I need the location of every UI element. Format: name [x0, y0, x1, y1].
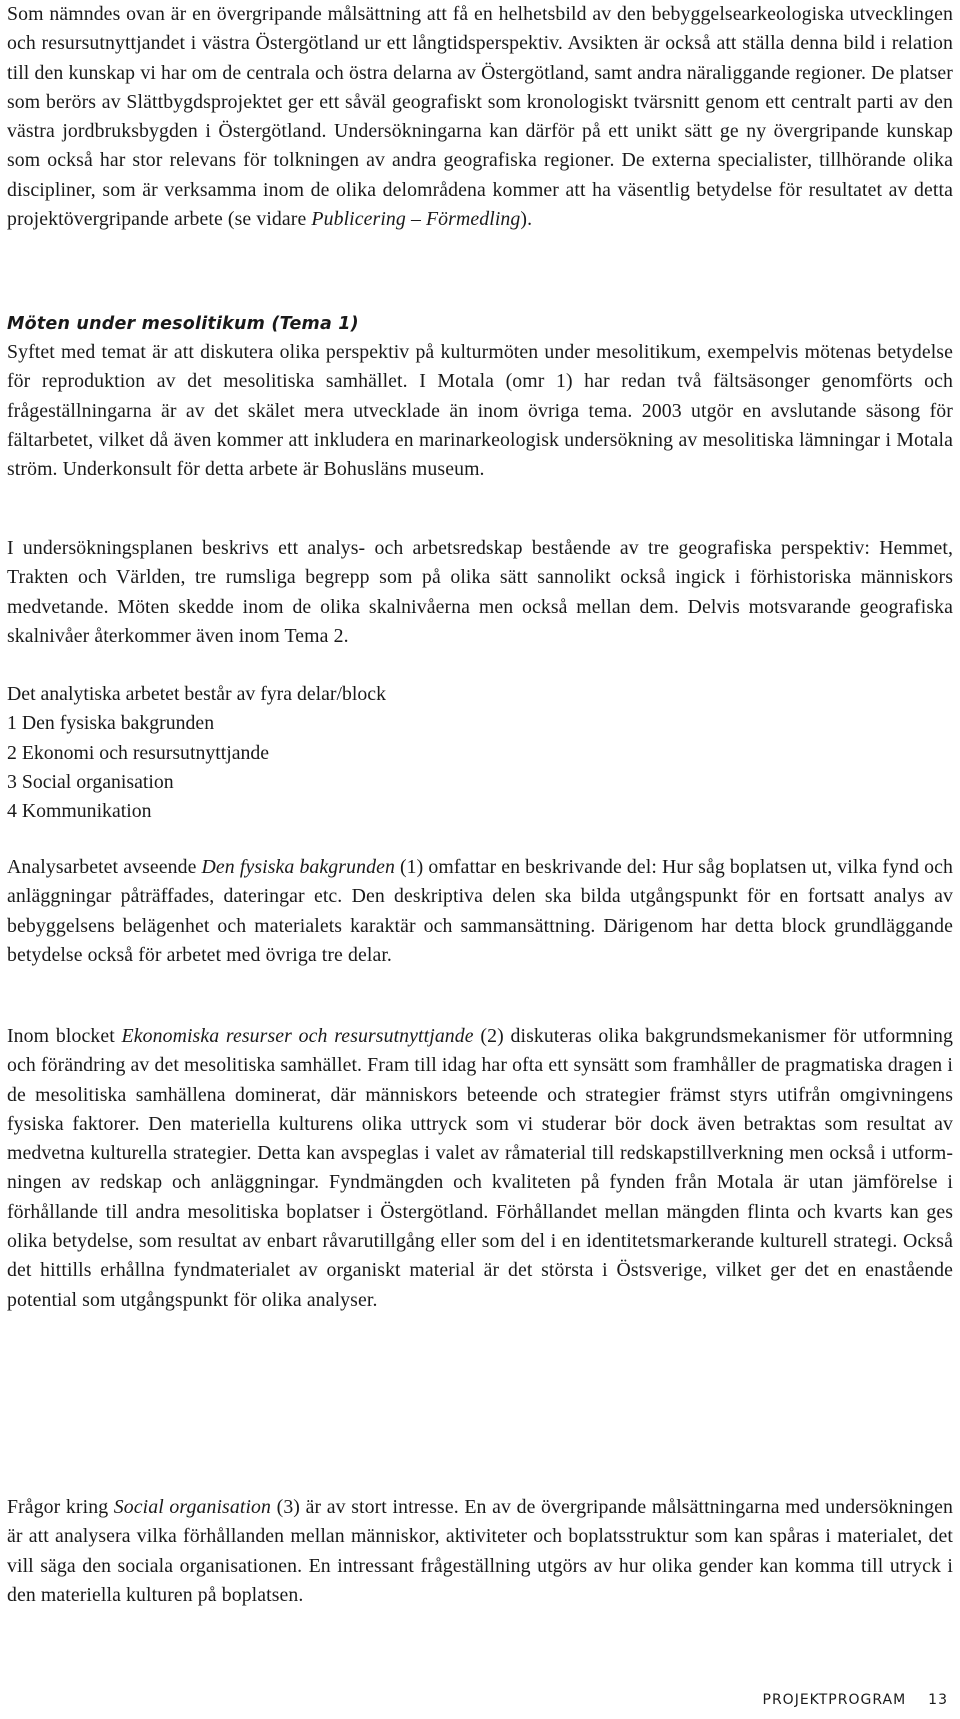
emphasis-term: Ekonomiska resurser och resursutnyttjande: [121, 1025, 474, 1047]
paragraph-text: Frågor kring: [7, 1496, 114, 1518]
footer-label: PROJEKTPROGRAM: [762, 1692, 907, 1708]
paragraph-text: Som nämndes ovan är en övergripande målsättning att få en helhetsbild av den bebyggelsearkeologiska utvecklingen och resursutnyttjandet i västra Östergötland ur ett långtidsperspektiv. Avsikten är också att ställa denna bild i relation till den kunskap vi har om de centrala och östra delarna av Östergötland, samt andra näraliggande regioner. De platser som berörs av Slättbygdsprojektet ger ett såväl geografiskt som kronologiskt tvärsnitt genom ett centralt parti av den västra jordbruksbygden i Östergötland. Undersökningarna kan därför på ett unikt sätt ge ny övergripande kunskap som också har stor relevans för tolkningen av andra geografiska regioner. De externa specialister, tillhörande olika discipliner, som är verksamma inom de olika delområdena kommer att ha väsentlig betydelse för resultatet av detta projektövergripande arbete (se vidare: [7, 3, 953, 231]
paragraph-text: (2) diskuteras olika bakgrundsmekanismer för utformning och förändring av det mesolitiska samhället. Fram till idag har ofta ett synsätt som framhåller de pragmatiska dragen i de mesolitiska samhällena dominerat, där människors beteende och strategier främst styrs utifrån omgivningens fysiska faktorer. Den materiella kulturens olika uttryck som vi studerar bör dock även betraktas som resultat av medvetna kulturella strategier. Detta kan avspeglas i valet av råmaterial till redskapstillverkning men också i utformningen av redskap och anläggningar. Fyndmängden och kvaliteten på fynden från Motala är utan jämförelse i förhållande till andra mesolitiska boplatser i Östergötland. Förhållandet mellan mängden flinta och kvarts kan ges olika betydelse, som resultat av enbart råvarutillgång eller som del i en identitetsmarkerande kulturell strategi. Också det hittills erhållna fyndmaterialet av organiskt material är det största i Östsverige, vilket ger det en enastående potential som utgångspunkt för olika analyser.: [7, 1025, 953, 1311]
emphasis-term: Den fysiska bakgrunden: [201, 856, 395, 878]
paragraph-text: Inom blocket: [7, 1025, 122, 1047]
paragraph-text: (1) omfattar en beskrivande del: Hur såg boplatsen ut, vilka fynd och anläggningar påträffades, dateringar etc. Den deskriptiva delen ska bilda utgångspunkt för en fortsatt analys av bebyggelsens belägenhet och materialets karaktär och sammansättning. Därigenom har detta block grundläggande betydelse också för arbetet med övriga tre delar.: [7, 856, 953, 966]
paragraph-text: (3) är av stort intresse. En av de övergripande målsättningarna med undersökningen är att analysera vilka förhållanden mellan människor, aktiviteter och boplatsstruktur som kan spåras i materialet, det vill säga den sociala organisationen. En intressant frågeställning utgörs av hur olika gender kan komma till utryck i den materiella kulturen på boplatsen.: [7, 1496, 953, 1606]
section-heading: Möten under mesolitikum (Tema 1): [7, 314, 359, 334]
list-intro: Det analytiska arbetet består av fyra delar/block: [7, 683, 386, 705]
paragraph-text: Analysarbetet avseende: [7, 856, 202, 878]
paragraph-economic-resources: [7, 1022, 953, 1315]
analysis-block-list: [7, 680, 386, 826]
list-item: 3 Social organisation: [7, 770, 174, 793]
paragraph-social-organisation: [7, 1493, 953, 1610]
list-item: 2 Ekonomi och resursutnyttjande: [7, 741, 270, 764]
list-item: 1 Den fysiska bakgrunden: [7, 712, 215, 735]
page-footer: [763, 1692, 949, 1708]
page-number: 13: [928, 1692, 948, 1708]
paragraph-perspectives: I undersökningsplanen beskrivs ett analys- och arbetsredskap bestående av tre geografiska perspektiv: Hemmet, Trakten och Världen, tre rumsliga begrepp som på olika sätt sannolikt också ingick i förhistoriska människors medvetande. Möten skedde inom de olika skalnivåerna men också mellan dem. Delvis motsvarande geografiska skalnivåer återkommer även inom Tema 2.: [7, 537, 953, 647]
paragraph-text: ).: [520, 208, 533, 231]
list-item: 4 Kommunikation: [7, 800, 152, 823]
cross-reference: Publicering – Förmedling: [311, 208, 521, 231]
paragraph-physical-background: [7, 853, 953, 970]
paragraph-overview: [7, 0, 953, 234]
emphasis-term: Social organisation: [113, 1496, 272, 1518]
paragraph-theme-purpose: Syftet med temat är att diskutera olika perspektiv på kulturmöten under mesolitikum, exempelvis mötenas betydelse för reproduktion av det mesolitiska samhället. I Motala (omr 1) har redan två fältsäsonger genomförts och frågeställningarna är av det skälet mera utvecklade än inom övriga tema. 2003 utgör en avslutande säsong för fältarbetet, vilket då även kommer att inkludera en marinarkeologisk undersökning av mesolitiska lämningar i Motala ström. Underkonsult för detta arbete är Bohusläns museum.: [7, 341, 953, 481]
